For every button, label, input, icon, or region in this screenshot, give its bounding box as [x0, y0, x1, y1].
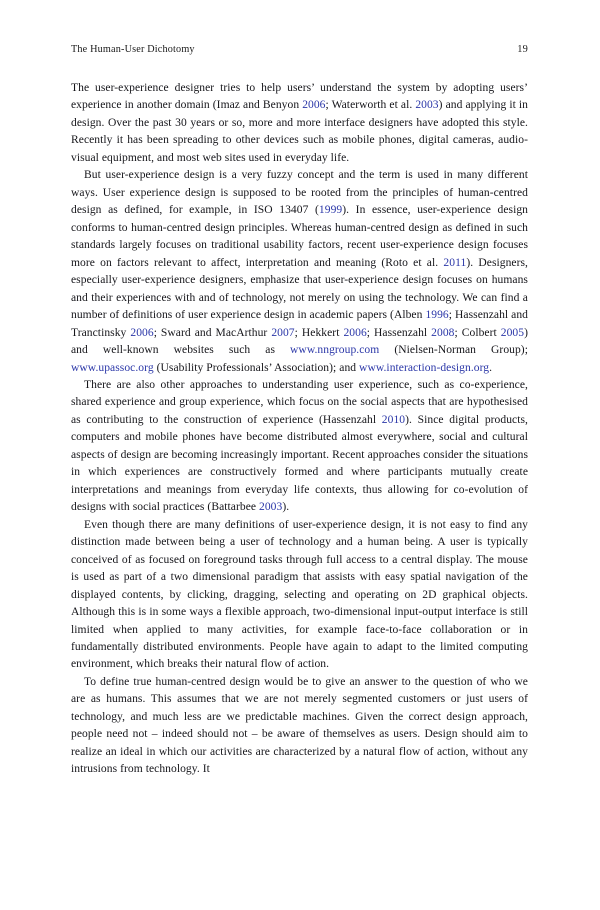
reference-url[interactable]: www.interaction-design.org: [359, 361, 490, 374]
citation-year: 2011: [443, 256, 467, 269]
body-text-column: [71, 80, 528, 779]
paragraph: There are also other approaches to understanding user experience, such as co-experience, shared experience and group experience, which focus on the social aspects that are hypothesised as contributing to the construction of experience (Hassenzahl 2010). Since digital products, computers and mobile phones have become distributed almost everywhere, social and cultural aspects of design are becoming increasingly important. Recent approaches consider the situations in which experiences are constructively formed and where participants mutually create interpretations and meanings from everyday life contexts, thus allowing for co-evolution of designs with social practices (Battarbee 2003).: [71, 378, 528, 514]
paragraph: The user-experience designer tries to help users’ understand the system by adopting users’ experience in another domain (Imaz and Benyon 2006; Waterworth et al. 2003) and applying it in design. Over the past 30 years or so, more and more interface designers have adopted this style. Recently it has been spreading to other devices such as mobile phones, digital cameras, audio-visual equipment, and most web sites used in everyday life.: [71, 82, 528, 164]
paragraph: To define true human-centred design would be to give an answer to the question of who we are as humans. This assumes that we are not merely segmented customers or just users of technology, and much less are we predictable machines. Given the correct design approach, people need not – indeed should not – be aware of themselves as users. Design should aim to realize an ideal in which our activities are characterized by a natural flow of action, without any intrusions from technology. It: [71, 675, 528, 776]
reference-url[interactable]: www.upassoc.org: [71, 361, 154, 374]
citation-year: 2003: [259, 501, 283, 514]
running-head-title: The Human-User Dichotomy: [71, 44, 195, 55]
running-head: [71, 44, 528, 60]
reference-url[interactable]: www.nngroup.com: [290, 344, 380, 357]
citation-year: 2005: [500, 326, 525, 339]
paragraph: Even though there are many definitions of user-experience design, it is not easy to find any distinction made between being a user of technology and a human being. A user is typically conceived of as focused on foreground tasks through full access to a central display. The mouse is used as part of a two dimensional paradigm that assists with easy spatial navigation of the displayed contents, by clicking, dragging, selecting and operating on 2D graphical objects. Although this is in some ways a flexible approach, two-dimensional input-output interface is still limited when applied to many activities, for example face-to-face collaboration or in fundamentally distributed environments. People have again to adapt to the limited computing environment, which breaks their natural flow of action.: [71, 518, 528, 671]
citation-year: 2006: [343, 326, 367, 339]
citation-year: 2010: [381, 413, 406, 426]
citation-year: 2003: [415, 99, 439, 112]
page-number: 19: [517, 44, 528, 55]
citation-year: 2006: [302, 99, 326, 112]
citation-year: 2008: [431, 326, 455, 339]
citation-year: 1999: [318, 204, 343, 217]
paragraph: But user-experience design is a very fuzzy concept and the term is used in many different ways. User experience design is supposed to be rooted from the principles of human-centred design as defined, for example, in ISO 13407 (1999). In essence, user-experience design conforms to human-centred design principles. Whereas human-centred design as defined in such standards largely focuses on traditional usability factors, recent user-experience design focuses more on factors relevant to affect, interpretation and meaning (Roto et al. 2011). Designers, especially user-experience designers, emphasize that user-experience design focuses on humans and their experiences with and of technology, not merely on using the technology. We can find a number of definitions of user experience design in academic papers (Alben 1996; Hassenzahl and Tranctinsky 2006; Sward and MacArthur 2007; Hekkert 2006; Hassenzahl 2008; Colbert 2005) and well-known websites such as www.nngroup.com (Nielsen-Norman Group); www.upassoc.org (Usability Professionals’ Association); and www.interaction-design.org.: [71, 169, 529, 374]
citation-year: 2006: [130, 326, 154, 339]
citation-year: 2007: [271, 326, 295, 339]
citation-year: 1996: [425, 309, 449, 322]
